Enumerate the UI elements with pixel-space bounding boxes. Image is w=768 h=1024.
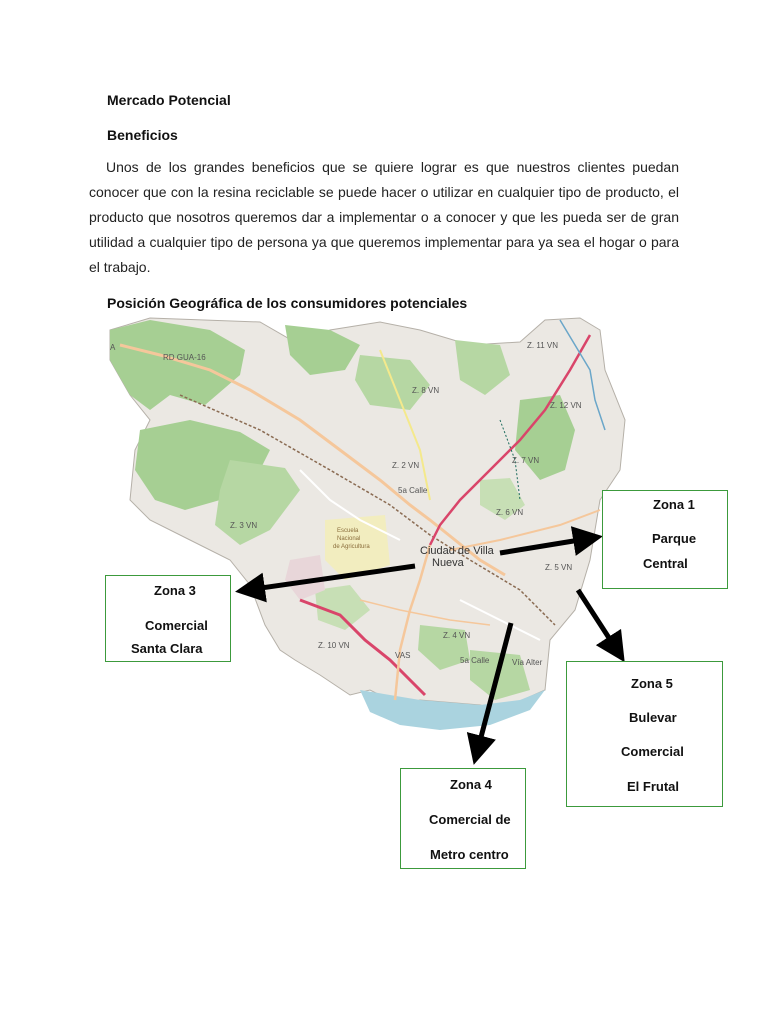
arrow-zone5: [578, 590, 622, 658]
zone4-title: Zona 4: [450, 777, 492, 792]
road-label: RD GUA-16: [163, 353, 206, 362]
zone-label-7: Z. 7 VN: [512, 456, 540, 465]
road-label-via: Vía Alter: [512, 658, 543, 667]
school-label-1: Escuela: [337, 528, 359, 534]
zone1-box: [602, 490, 728, 589]
street-label: 5a Calle: [460, 656, 490, 665]
benefits-paragraph: Unos de los grandes beneficios que se quiere lograr es que nuestros clientes puedan conocer que con la resina reciclable se puede hacer o utilizar en cualquier tipo de producto, el producto que nosotros queremos dar a implementar o a conocer y que les pueda ser de gran utilidad a cualquier tipo de persona ya que queremos implementar para ya sea el hogar o para el trabajo.: [89, 159, 679, 275]
zone-label-8: Z. 8 VN: [412, 386, 440, 395]
zone5-line1: Bulevar: [629, 710, 677, 725]
road-label-a: A: [110, 343, 116, 352]
heading-benefits: Beneficios: [107, 127, 178, 143]
zone5-title: Zona 5: [631, 676, 673, 691]
street-label: 5a Calle: [398, 486, 428, 495]
zone5-line3: El Frutal: [627, 779, 680, 794]
school-label-3: de Agricultura: [333, 544, 370, 550]
zone4-box: [400, 768, 526, 869]
road-label-vas: VAS: [395, 651, 411, 660]
school-label-2: Nacional: [337, 536, 361, 542]
heading-geographic-position: Posición Geográfica de los consumidores potenciales: [107, 295, 468, 311]
zone1-title: Zona 1: [653, 497, 695, 512]
heading-market: Mercado Potencial: [107, 92, 231, 108]
zone-label-4: Z. 4 VN: [443, 631, 471, 640]
zone4-line2: Metro centro: [430, 847, 509, 862]
zone-label-6: Z. 6 VN: [496, 508, 524, 517]
zone5-line2: Comercial: [621, 744, 684, 759]
zone-label-10: Z. 10 VN: [318, 641, 350, 650]
zone4-line1: Comercial de: [429, 812, 511, 827]
zone-label-5: Z. 5 VN: [545, 563, 573, 572]
zone3-line2: Santa Clara: [131, 641, 203, 656]
zone5-box: [566, 661, 723, 807]
zone1-line1: Parque: [652, 531, 697, 546]
zone3-title: Zona 3: [154, 583, 196, 598]
zone3-box: [105, 575, 231, 662]
zone-label-3: Z. 3 VN: [230, 521, 258, 530]
zone1-line2: Central: [643, 556, 688, 571]
zone-label-12: Z. 12 VN: [550, 401, 582, 410]
zone3-line1: Comercial: [145, 618, 208, 633]
zone-label-2: Z. 2 VN: [392, 461, 420, 470]
city-label-line1: Ciudad de Villa: [420, 545, 494, 557]
zone-label-11: Z. 11 VN: [527, 341, 558, 350]
city-label-line2: Nueva: [432, 557, 464, 569]
